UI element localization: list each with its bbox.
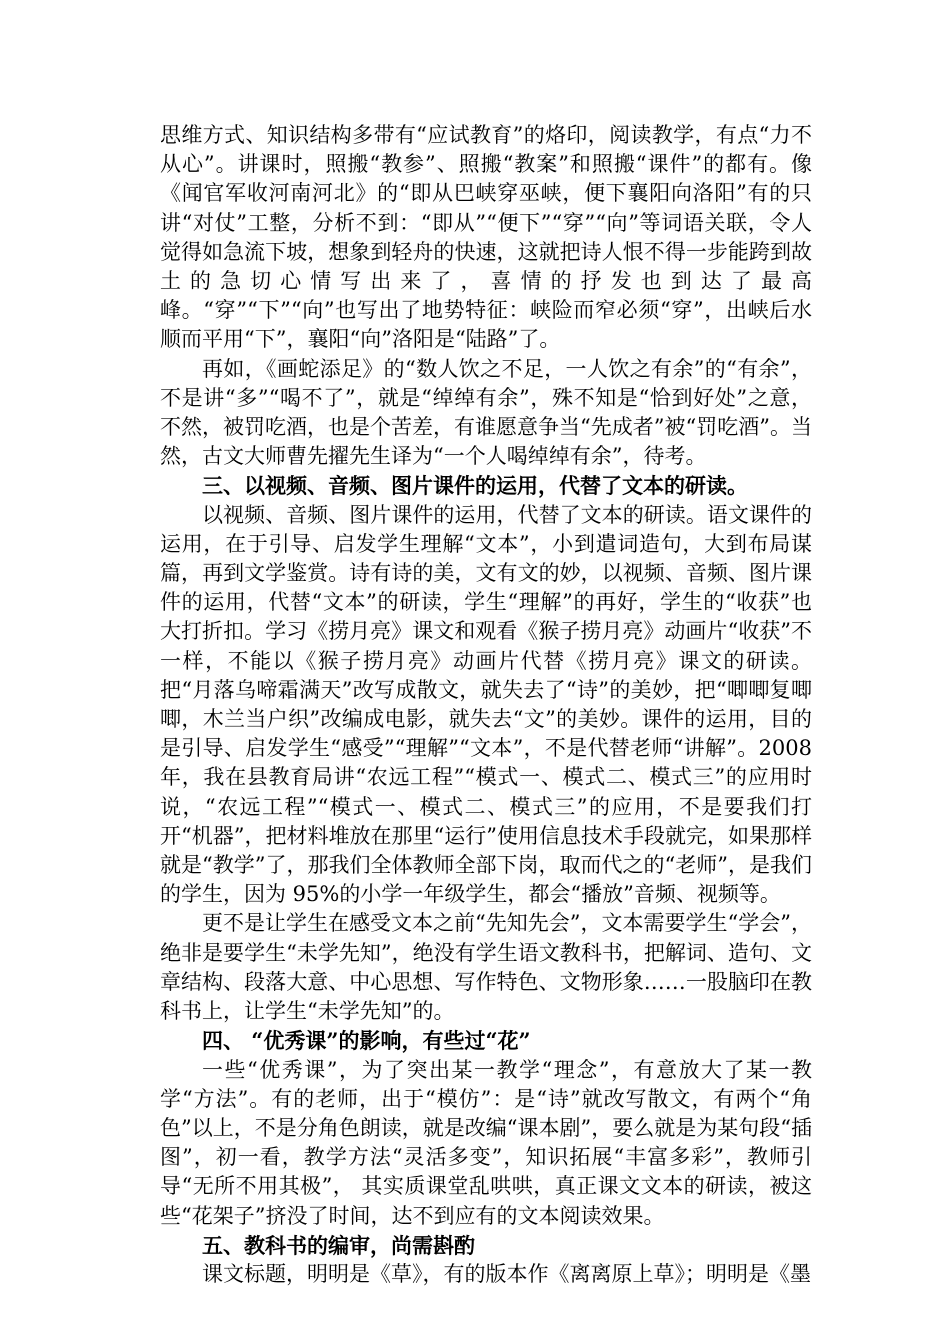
section-heading: 三、以视频、音频、图片课件的运用，代替了文本的研读。 — [202, 473, 748, 499]
body-paragraph: 一些“优秀课”，为了突出某一教学“理念”，有意放大了某一教学“方法”。有的老师，出于“模仿”：是“诗”就改写散文，有两个“角色”以上，不是分角色朗读，就是改编“课本剧”，要么就是为某句段“插图”，初一看，教学方法“灵活多变”，知识拓展“丰富多彩”，教师引导“无所不用其极”， 其实质课堂乱哄哄，真正课文文本的研读，被这些“花架子”挤没了时间，达不到应有的文本阅读效果。 — [160, 1057, 812, 1228]
section-heading: 五、教科书的编审，尚需斟酌 — [202, 1232, 475, 1258]
body-paragraph: 课文标题，明明是《草》，有的版本作《离离原上草》；明明是《墨 — [202, 1261, 811, 1286]
section-heading: 四、 “优秀课”的影响，有些过“花” — [202, 1028, 531, 1054]
body-paragraph: 再如，《画蛇添足》的“数人饮之不足，一人饮之有余”的“有余”，不是讲“多”“喝不了”，就是“绰绰有余”，殊不知是“恰到好处”之意，不然，被罚吃酒，也是个苦差，有谁愿意争当“先成者”被“罚吃酒”。当然，古文大师曹先擢先生译为“一个人喝绰绰有余”，待考。 — [160, 356, 812, 469]
body-paragraph: 更不是让学生在感受文本之前“先知先会”，文本需要学生“学会”，绝非是要学生“未学先知”，绝没有学生语文教科书，把解词、造句、文章结构、段落大意、中心思想、写作特色、文物形象……一股脑印在教科书上，让学生“未学先知”的。 — [160, 911, 812, 1024]
document-page — [160, 121, 812, 1289]
body-paragraph: 思维方式、知识结构多带有“应试教育”的烙印，阅读教学，有点“力不从心”。讲课时，照搬“教参”、照搬“教案”和照搬“课件”的都有。像《闻官军收河南河北》的“即从巴峡穿巫峡，便下襄阳向洛阳”有的只讲“对仗”工整，分析不到：“即从”“便下”“穿”“向”等词语关联，令人觉得如急流下坡，想象到轻舟的快速，这就把诗人恨不得一步能跨到故土的急切心情写出来了，喜情的抒发也到达了最高峰。“穿”“下”“向”也写出了地势特征：峡险而窄必须“穿”，出峡后水顺而平用“下”，襄阳“向”洛阳是“陆路”了。 — [160, 123, 812, 352]
body-paragraph: 以视频、音频、图片课件的运用，代替了文本的研读。语文课件的运用，在于引导、启发学生理解“文本”，小到遣词造句，大到布局谋篇，再到文学鉴赏。诗有诗的美，文有文的妙，以视频、音频、图片课件的运用，代替“文本”的研读，学生“理解”的再好，学生的“收获”也大打折扣。学习《捞月亮》课文和观看《猴子捞月亮》动画片“收获”不一样，不能以《猴子捞月亮》动画片代替《捞月亮》课文的研读。把“月落乌啼霜满天”改写成散文，就失去了“诗”的美妙，把“唧唧复唧唧，木兰当户织”改编成电影，就失去“文”的美妙。课件的运用，目的是引导、启发学生“感受”“理解”“文本”，不是代替老师“讲解”。2008 年，我在县教育局讲“农远工程”“模式一、模式二、模式三”的应用时说，“农远工程”“模式一、模式二、模式三”的应用，不是要我们打开“机器”，把材料堆放在那里“运行”使用信息技术手段就完，如果那样就是“教学”了，那我们全体教师全部下岗，取而代之的“老师”，是我们的学生，因为 95%的小学一年级学生，都会“播放”音频、视频等。 — [160, 502, 812, 907]
